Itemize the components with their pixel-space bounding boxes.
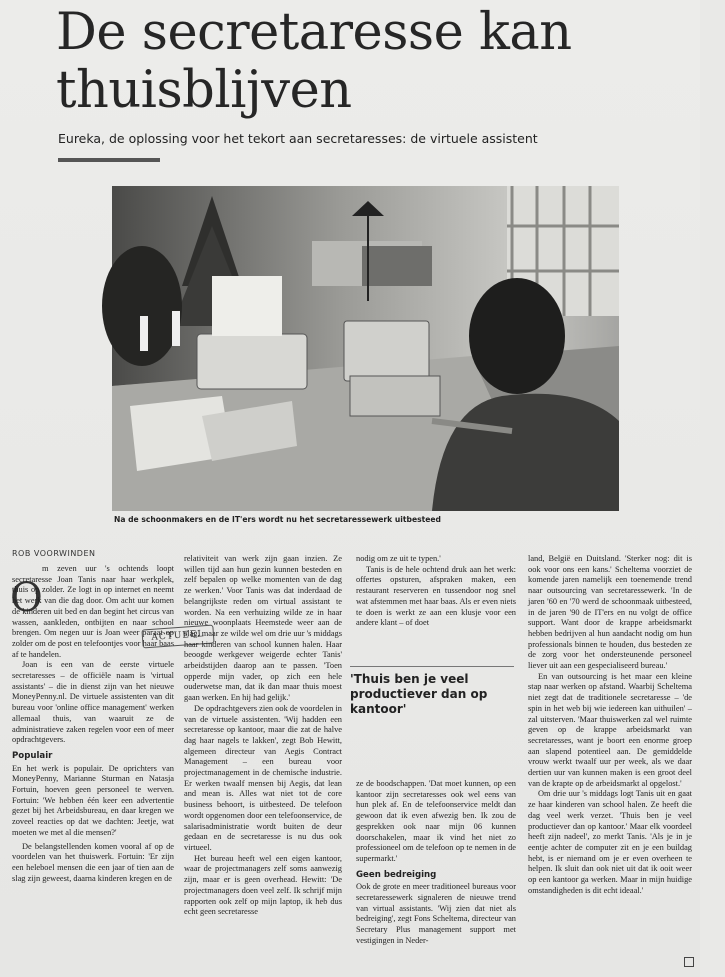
pull-quote: 'Thuis ben je veel productiever dan op kantoor': [350, 672, 488, 716]
section-stamp: ACTUEEL: [141, 625, 214, 649]
paragraph: Ook de grote en meer traditioneel bureaus voor secretaressewerk signaleren de nieuwe trend van virtual assistants. 'Wij zien dat niet als bedreiging', zegt Fons Scheltema, directeur van Secretary Plus management support met vestigingen in Neder-: [356, 882, 516, 945]
paragraph: ze de boodschappen. 'Dat moet kunnen, op een kantoor zijn secretaresses ook wel eens van hun plek af. En de telefoonservice meldt dan gewoon dat ik even afwezig ben. Ik zou de gesprekken ook naar mijn 06 kunnen doorschakelen, maar ik vind het niet zo professioneel om de telefoon op te nemen in de supermarkt.': [356, 779, 516, 863]
paragraph: En van outsourcing is het maar een kleine stap naar werken op afstand. Waarbij Scheltema niet zegt dat de traditionele secretaresse – 'de spin in het web bij wie iedereen kan uithuilen' – zal uitsterven. 'Maar thuiswerken zal wel ruimte geven op de krappe arbeidsmarkt van secretaresses, want je boort een enorme groep aan slapend potentieel aan. De gemiddelde vrouw werkt twaalf uur per week, als we daar dertien uur van kunnen maken is een groot deel van de krapte op de arbeidsmarkt al opgelost.': [528, 671, 692, 788]
paragraph: m zeven uur 's ochtends loopt secretaresse Joan Tanis naar haar werkplek, thuis op zolder. Ze logt in op internet en neemt het werk van die dag door. Om acht uur komen de kinderen uit bed en dan begint het circus van wassen, aankleden, ontbijten en naar school brengen. Om negen uur is Joan weer paraat op zolder om de post en telefoontjes voor haar baas af te handelen.: [12, 564, 174, 659]
column-1: [12, 564, 174, 884]
headline-line-1: De secretaresse kan: [56, 3, 572, 62]
column-3-bottom: [356, 779, 516, 947]
photo-credit: FOTO MARCEL VAN HOORN/ANDREW HOOGTE: [720, 512, 725, 616]
subheading-rule: [58, 158, 160, 162]
paragraph: Het bureau heeft wel een eigen kantoor, waar de projectmanagers zelf soms aanwezig zijn, maar er is geen overhead. Hewitt: 'De projectmanagers doen veel zelf. Ik schrijf mijn rapporten ook zelf op mijn laptop, ik heb dus echt geen secretaresse: [184, 853, 342, 917]
paragraph: land, België en Duitsland. 'Sterker nog: dit is ook voor ons een kans.' Scheltema voorziet de komende jaren namelijk een toenemende trend naar outsourcing van secretaressewerk. 'In de jaren '60 en '70 werd de schoonmaak uitbesteed, in de jaren '90 de IT'ers en nu volgt de office support. Want door de krappe arbeidsmarkt hebben bedrijven al hun aandacht nodig om hun professionals binnen te houden, dus besteden ze de zorg voor het ondersteunende personeel liever uit aan een gespecialiseerd bureau.': [528, 554, 692, 671]
subheading: Eureka, de oplossing voor het tekort aan secretaresses: de virtuele assistent: [58, 131, 538, 146]
paragraph: De opdrachtgevers zien ook de voordelen in van de virtuele assistenten. 'Wij hadden een secretaresse op kantoor, maar die zat de halve dag haar nagels te lakken', zegt Bob Hewitt, algemeen directeur van Aegis Contract Management – een bureau voor projectmanagement in de chemische industrie. Er werken twaalf mensen bij Aegis, dat lean and mean is. Alles wat niet tot de core business behoort, is uitbesteed. De telefoon wordt opgenomen door een telefoonservice, de salarisadministratie wordt buiten de deur gedaan en de secretaresse is nu dus ook virtueel.: [184, 703, 342, 852]
section-heading: Geen bedreiging: [356, 869, 437, 880]
photo-caption: Na de schoonmakers en de IT'ers wordt nu het secretaressewerk uitbesteed: [114, 515, 441, 524]
pull-quote-rule: [350, 666, 514, 667]
paragraph: Om drie uur 's middags logt Tanis uit en gaat ze haar kinderen van school halen. Ze heeft die dag veel werk verzet. 'Thuis ben je veel productiever dan op kantoor.' Maar elk voordeel heeft zijn nadeel', zo merkt Tanis. 'Als je in je eentje achter de computer zit en je een buildag hebt, is er niemand om je er even overheen te helpen. Ik sluit dan ook niet uit dat ik ooit weer op een kantoor ga werken. Maar in mijn huidige omstandigheden is dit echt ideaal.': [528, 789, 692, 895]
paragraph: De belangstellenden komen vooral af op de voordelen van het thuiswerk. Fortuin: 'Er zijn een heleboel mensen die een jaar of tien aan de slag zijn geweest, daarna kinderen kregen en de: [12, 841, 174, 883]
dropcap: O: [10, 575, 43, 621]
headline: [56, 4, 676, 120]
headline-line-2: thuisblijven: [56, 61, 352, 120]
column-4: [528, 554, 692, 897]
paragraph: Joan is een van de eerste virtuele secretaresses – de officiële naam is 'virtual assistants' – die in dienst zijn van het nieuwe MoneyPenny.nl. De virtuele assistenten van dit bureau voor 'online office management' werken allemaal thuis, van waaruit ze de administratieve zaken regelen voor een of meer opdrachtgevers.: [12, 660, 174, 745]
photo-illustration: [112, 186, 619, 511]
paragraph: En het werk is populair. De oprichters van MoneyPenny, Marianne Sturman en Natasja Fortuin, hoeven geen personeel te werven. Fortuin: 'We hebben één keer een advertentie gezet bij het Arbeidsbureau, en daar kregen we zoveel reacties op dat we dachten: Jeetje, wat moeten we met al die mensen?': [12, 763, 174, 837]
column-2: [184, 554, 342, 918]
byline: ROB VOORWINDEN: [12, 549, 96, 558]
paragraph: Tanis is de hele ochtend druk aan het werk: offertes opsturen, afspraken maken, een restaurant reserveren en tussendoor nog snel wat afstemmen met haar baas. Als er even niets te doen is werkt ze aan een klusje voor een andere klant – of doet: [356, 564, 516, 628]
paragraph: relativiteit van werk zijn gaan inzien. Ze willen tijd aan hun gezin kunnen besteden en zelf bepalen op welke momenten van de dag ze werken.' Voor Tanis was dat inderdaad de belangrijkste reden om virtual assistant te worden. Na een verhuizing wilde ze in haar nieuwe woonplaats Heemstede weer aan de slag, maar ze wilde wel om drie uur 's middags haar kinderen van school kunnen halen. Haar beoogde werkgever weigerde echter Tanis' arbeidstijden daarop aan te passen. 'Toen opperde mijn vader, op zich een hele ouderwetse man, dat ik dan maar thuis moest gaan werken. En hij had gelijk.': [184, 554, 342, 703]
paragraph: nodig om ze uit te typen.': [356, 554, 441, 563]
end-mark: [684, 957, 694, 967]
section-heading: Populair: [12, 750, 53, 761]
column-3-top: [356, 554, 516, 629]
